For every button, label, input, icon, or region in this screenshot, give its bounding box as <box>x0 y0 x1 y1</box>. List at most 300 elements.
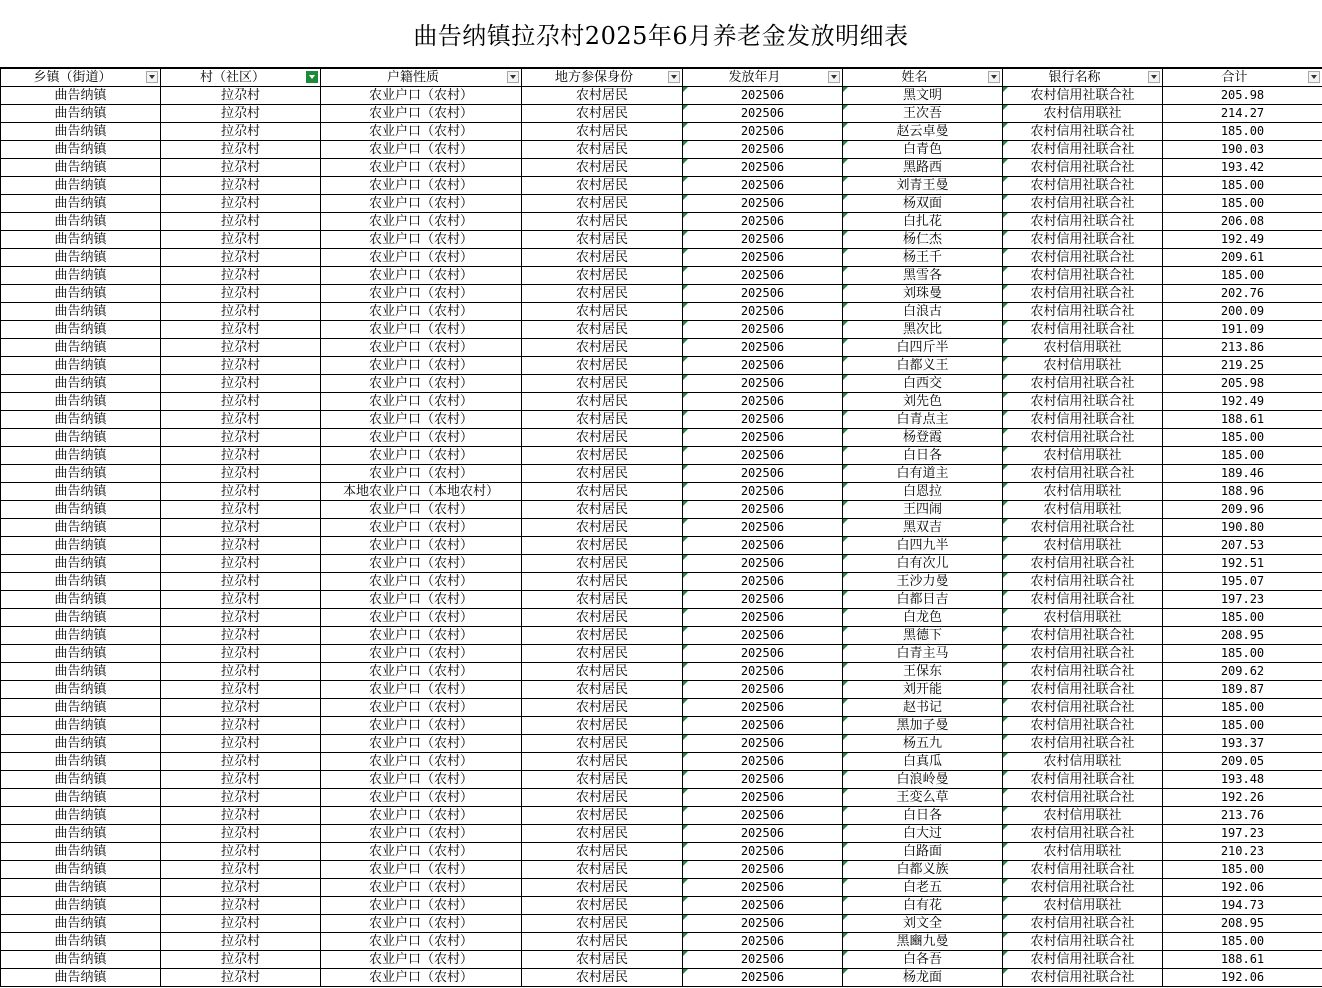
cell-insured-identity[interactable]: 农村居民 <box>522 303 683 321</box>
cell-name[interactable]: 王次吾 <box>843 105 1003 123</box>
cell-name[interactable]: 杨仁杰 <box>843 231 1003 249</box>
cell-insured-identity[interactable]: 农村居民 <box>522 393 683 411</box>
cell-insured-identity[interactable]: 农村居民 <box>522 915 683 933</box>
cell-payment-month[interactable]: 202506 <box>683 771 843 789</box>
cell-village[interactable]: 拉尕村 <box>161 681 321 699</box>
cell-township[interactable]: 曲告纳镇 <box>1 573 161 591</box>
cell-total[interactable]: 209.05 <box>1163 753 1322 771</box>
cell-village[interactable]: 拉尕村 <box>161 501 321 519</box>
cell-bank[interactable]: 农村信用社联合社 <box>1003 645 1163 663</box>
cell-payment-month[interactable]: 202506 <box>683 717 843 735</box>
cell-township[interactable]: 曲告纳镇 <box>1 555 161 573</box>
cell-village[interactable]: 拉尕村 <box>161 591 321 609</box>
cell-bank[interactable]: 农村信用社联合社 <box>1003 735 1163 753</box>
cell-township[interactable]: 曲告纳镇 <box>1 105 161 123</box>
cell-village[interactable]: 拉尕村 <box>161 717 321 735</box>
cell-village[interactable]: 拉尕村 <box>161 303 321 321</box>
cell-village[interactable]: 拉尕村 <box>161 411 321 429</box>
cell-insured-identity[interactable]: 农村居民 <box>522 951 683 969</box>
cell-payment-month[interactable]: 202506 <box>683 177 843 195</box>
cell-total[interactable]: 185.00 <box>1163 717 1322 735</box>
cell-total[interactable]: 189.46 <box>1163 465 1322 483</box>
cell-total[interactable]: 185.00 <box>1163 195 1322 213</box>
cell-total[interactable]: 209.62 <box>1163 663 1322 681</box>
cell-village[interactable]: 拉尕村 <box>161 555 321 573</box>
dropdown-icon[interactable] <box>146 71 158 83</box>
dropdown-icon[interactable] <box>1308 71 1320 83</box>
cell-township[interactable]: 曲告纳镇 <box>1 393 161 411</box>
cell-payment-month[interactable]: 202506 <box>683 303 843 321</box>
cell-village[interactable]: 拉尕村 <box>161 879 321 897</box>
cell-insured-identity[interactable]: 农村居民 <box>522 591 683 609</box>
cell-household-type[interactable]: 农业户口（农村） <box>321 879 522 897</box>
cell-payment-month[interactable]: 202506 <box>683 375 843 393</box>
cell-township[interactable]: 曲告纳镇 <box>1 807 161 825</box>
cell-village[interactable]: 拉尕村 <box>161 573 321 591</box>
cell-village[interactable]: 拉尕村 <box>161 753 321 771</box>
cell-bank[interactable]: 农村信用联社 <box>1003 843 1163 861</box>
cell-township[interactable]: 曲告纳镇 <box>1 915 161 933</box>
cell-name[interactable]: 黑文明 <box>843 87 1003 105</box>
cell-township[interactable]: 曲告纳镇 <box>1 825 161 843</box>
cell-village[interactable]: 拉尕村 <box>161 321 321 339</box>
cell-township[interactable]: 曲告纳镇 <box>1 591 161 609</box>
cell-total[interactable]: 192.49 <box>1163 393 1322 411</box>
cell-total[interactable]: 214.27 <box>1163 105 1322 123</box>
cell-name[interactable]: 白西交 <box>843 375 1003 393</box>
cell-bank[interactable]: 农村信用社联合社 <box>1003 141 1163 159</box>
cell-village[interactable]: 拉尕村 <box>161 951 321 969</box>
cell-township[interactable]: 曲告纳镇 <box>1 663 161 681</box>
cell-household-type[interactable]: 农业户口（农村） <box>321 123 522 141</box>
cell-household-type[interactable]: 农业户口（农村） <box>321 645 522 663</box>
cell-township[interactable]: 曲告纳镇 <box>1 951 161 969</box>
cell-bank[interactable]: 农村信用社联合社 <box>1003 213 1163 231</box>
cell-name[interactable]: 王沙力曼 <box>843 573 1003 591</box>
cell-payment-month[interactable]: 202506 <box>683 969 843 987</box>
cell-bank[interactable]: 农村信用社联合社 <box>1003 195 1163 213</box>
cell-payment-month[interactable]: 202506 <box>683 87 843 105</box>
cell-bank[interactable]: 农村信用联社 <box>1003 753 1163 771</box>
cell-village[interactable]: 拉尕村 <box>161 339 321 357</box>
cell-township[interactable]: 曲告纳镇 <box>1 123 161 141</box>
cell-township[interactable]: 曲告纳镇 <box>1 897 161 915</box>
cell-insured-identity[interactable]: 农村居民 <box>522 177 683 195</box>
cell-township[interactable]: 曲告纳镇 <box>1 213 161 231</box>
cell-payment-month[interactable]: 202506 <box>683 861 843 879</box>
cell-insured-identity[interactable]: 农村居民 <box>522 447 683 465</box>
cell-township[interactable]: 曲告纳镇 <box>1 753 161 771</box>
cell-payment-month[interactable]: 202506 <box>683 249 843 267</box>
cell-village[interactable]: 拉尕村 <box>161 195 321 213</box>
cell-payment-month[interactable]: 202506 <box>683 339 843 357</box>
column-header-village[interactable] <box>161 69 321 87</box>
cell-bank[interactable]: 农村信用社联合社 <box>1003 951 1163 969</box>
cell-name[interactable]: 刘珠曼 <box>843 285 1003 303</box>
cell-household-type[interactable]: 农业户口（农村） <box>321 897 522 915</box>
cell-township[interactable]: 曲告纳镇 <box>1 645 161 663</box>
cell-village[interactable]: 拉尕村 <box>161 267 321 285</box>
cell-bank[interactable]: 农村信用社联合社 <box>1003 879 1163 897</box>
cell-village[interactable]: 拉尕村 <box>161 141 321 159</box>
cell-name[interactable]: 黑豳九曼 <box>843 933 1003 951</box>
cell-bank[interactable]: 农村信用社联合社 <box>1003 717 1163 735</box>
cell-household-type[interactable]: 农业户口（农村） <box>321 195 522 213</box>
cell-name[interactable]: 杨五九 <box>843 735 1003 753</box>
cell-household-type[interactable]: 农业户口（农村） <box>321 861 522 879</box>
cell-township[interactable]: 曲告纳镇 <box>1 879 161 897</box>
cell-payment-month[interactable]: 202506 <box>683 285 843 303</box>
cell-household-type[interactable]: 农业户口（农村） <box>321 969 522 987</box>
cell-township[interactable]: 曲告纳镇 <box>1 771 161 789</box>
cell-village[interactable]: 拉尕村 <box>161 483 321 501</box>
cell-insured-identity[interactable]: 农村居民 <box>522 285 683 303</box>
cell-household-type[interactable]: 农业户口（农村） <box>321 321 522 339</box>
cell-name[interactable]: 白青色 <box>843 141 1003 159</box>
cell-name[interactable]: 白有道主 <box>843 465 1003 483</box>
cell-bank[interactable]: 农村信用社联合社 <box>1003 825 1163 843</box>
cell-household-type[interactable]: 农业户口（农村） <box>321 465 522 483</box>
cell-payment-month[interactable]: 202506 <box>683 663 843 681</box>
cell-insured-identity[interactable]: 农村居民 <box>522 123 683 141</box>
cell-township[interactable]: 曲告纳镇 <box>1 699 161 717</box>
cell-township[interactable]: 曲告纳镇 <box>1 231 161 249</box>
cell-total[interactable]: 213.86 <box>1163 339 1322 357</box>
cell-insured-identity[interactable]: 农村居民 <box>522 321 683 339</box>
cell-township[interactable]: 曲告纳镇 <box>1 789 161 807</box>
cell-name[interactable]: 白老五 <box>843 879 1003 897</box>
cell-name[interactable]: 白青点主 <box>843 411 1003 429</box>
cell-household-type[interactable]: 农业户口（农村） <box>321 537 522 555</box>
cell-payment-month[interactable]: 202506 <box>683 789 843 807</box>
cell-insured-identity[interactable]: 农村居民 <box>522 843 683 861</box>
cell-township[interactable]: 曲告纳镇 <box>1 735 161 753</box>
cell-total[interactable]: 209.96 <box>1163 501 1322 519</box>
cell-total[interactable]: 192.51 <box>1163 555 1322 573</box>
cell-insured-identity[interactable]: 农村居民 <box>522 753 683 771</box>
cell-name[interactable]: 赵云卓曼 <box>843 123 1003 141</box>
cell-township[interactable]: 曲告纳镇 <box>1 933 161 951</box>
cell-total[interactable]: 206.08 <box>1163 213 1322 231</box>
cell-bank[interactable]: 农村信用社联合社 <box>1003 303 1163 321</box>
column-header-township[interactable] <box>1 69 161 87</box>
cell-household-type[interactable]: 农业户口（农村） <box>321 573 522 591</box>
cell-total[interactable]: 185.00 <box>1163 177 1322 195</box>
cell-township[interactable]: 曲告纳镇 <box>1 411 161 429</box>
cell-bank[interactable]: 农村信用社联合社 <box>1003 699 1163 717</box>
column-header-name[interactable] <box>843 69 1003 87</box>
cell-bank[interactable]: 农村信用社联合社 <box>1003 663 1163 681</box>
cell-bank[interactable]: 农村信用社联合社 <box>1003 915 1163 933</box>
cell-township[interactable]: 曲告纳镇 <box>1 447 161 465</box>
cell-payment-month[interactable]: 202506 <box>683 357 843 375</box>
cell-village[interactable]: 拉尕村 <box>161 231 321 249</box>
cell-village[interactable]: 拉尕村 <box>161 105 321 123</box>
cell-township[interactable]: 曲告纳镇 <box>1 141 161 159</box>
cell-household-type[interactable]: 本地农业户口（本地农村） <box>321 483 522 501</box>
cell-household-type[interactable]: 农业户口（农村） <box>321 843 522 861</box>
cell-bank[interactable]: 农村信用联社 <box>1003 483 1163 501</box>
cell-total[interactable]: 202.76 <box>1163 285 1322 303</box>
dropdown-icon[interactable] <box>828 71 840 83</box>
cell-payment-month[interactable]: 202506 <box>683 735 843 753</box>
cell-payment-month[interactable]: 202506 <box>683 699 843 717</box>
cell-township[interactable]: 曲告纳镇 <box>1 861 161 879</box>
cell-township[interactable]: 曲告纳镇 <box>1 609 161 627</box>
cell-total[interactable]: 188.61 <box>1163 411 1322 429</box>
cell-household-type[interactable]: 农业户口（农村） <box>321 699 522 717</box>
cell-bank[interactable]: 农村信用联社 <box>1003 357 1163 375</box>
cell-payment-month[interactable]: 202506 <box>683 807 843 825</box>
cell-total[interactable]: 185.00 <box>1163 933 1322 951</box>
cell-bank[interactable]: 农村信用联社 <box>1003 897 1163 915</box>
cell-household-type[interactable]: 农业户口（农村） <box>321 87 522 105</box>
cell-township[interactable]: 曲告纳镇 <box>1 159 161 177</box>
cell-bank[interactable]: 农村信用社联合社 <box>1003 861 1163 879</box>
cell-bank[interactable]: 农村信用联社 <box>1003 447 1163 465</box>
cell-bank[interactable]: 农村信用社联合社 <box>1003 681 1163 699</box>
cell-name[interactable]: 白四斤半 <box>843 339 1003 357</box>
column-header-total[interactable] <box>1163 69 1322 87</box>
cell-household-type[interactable]: 农业户口（农村） <box>321 771 522 789</box>
cell-bank[interactable]: 农村信用社联合社 <box>1003 321 1163 339</box>
cell-household-type[interactable]: 农业户口（农村） <box>321 285 522 303</box>
cell-household-type[interactable]: 农业户口（农村） <box>321 519 522 537</box>
cell-payment-month[interactable]: 202506 <box>683 825 843 843</box>
cell-village[interactable]: 拉尕村 <box>161 519 321 537</box>
cell-household-type[interactable]: 农业户口（农村） <box>321 915 522 933</box>
cell-name[interactable]: 白恩拉 <box>843 483 1003 501</box>
cell-household-type[interactable]: 农业户口（农村） <box>321 501 522 519</box>
cell-village[interactable]: 拉尕村 <box>161 609 321 627</box>
cell-name[interactable]: 白路面 <box>843 843 1003 861</box>
cell-township[interactable]: 曲告纳镇 <box>1 501 161 519</box>
cell-bank[interactable]: 农村信用联社 <box>1003 105 1163 123</box>
column-header-insured-identity[interactable] <box>522 69 683 87</box>
cell-household-type[interactable]: 农业户口（农村） <box>321 951 522 969</box>
cell-payment-month[interactable]: 202506 <box>683 915 843 933</box>
cell-bank[interactable]: 农村信用社联合社 <box>1003 555 1163 573</box>
cell-total[interactable]: 185.00 <box>1163 645 1322 663</box>
cell-insured-identity[interactable]: 农村居民 <box>522 357 683 375</box>
cell-insured-identity[interactable]: 农村居民 <box>522 375 683 393</box>
cell-name[interactable]: 白四九半 <box>843 537 1003 555</box>
cell-bank[interactable]: 农村信用社联合社 <box>1003 375 1163 393</box>
cell-bank[interactable]: 农村信用社联合社 <box>1003 249 1163 267</box>
cell-insured-identity[interactable]: 农村居民 <box>522 825 683 843</box>
cell-insured-identity[interactable]: 农村居民 <box>522 267 683 285</box>
cell-bank[interactable]: 农村信用联社 <box>1003 501 1163 519</box>
cell-bank[interactable]: 农村信用社联合社 <box>1003 87 1163 105</box>
cell-total[interactable]: 213.76 <box>1163 807 1322 825</box>
cell-total[interactable]: 192.06 <box>1163 879 1322 897</box>
cell-township[interactable]: 曲告纳镇 <box>1 537 161 555</box>
cell-total[interactable]: 185.00 <box>1163 609 1322 627</box>
cell-name[interactable]: 杨龙面 <box>843 969 1003 987</box>
cell-insured-identity[interactable]: 农村居民 <box>522 573 683 591</box>
cell-name[interactable]: 白日各 <box>843 447 1003 465</box>
cell-village[interactable]: 拉尕村 <box>161 861 321 879</box>
cell-payment-month[interactable]: 202506 <box>683 627 843 645</box>
cell-insured-identity[interactable]: 农村居民 <box>522 717 683 735</box>
cell-name[interactable]: 白都义王 <box>843 357 1003 375</box>
cell-payment-month[interactable]: 202506 <box>683 591 843 609</box>
cell-household-type[interactable]: 农业户口（农村） <box>321 231 522 249</box>
cell-village[interactable]: 拉尕村 <box>161 915 321 933</box>
cell-total[interactable]: 208.95 <box>1163 915 1322 933</box>
cell-payment-month[interactable]: 202506 <box>683 159 843 177</box>
column-header-payment-month[interactable] <box>683 69 843 87</box>
cell-household-type[interactable]: 农业户口（农村） <box>321 375 522 393</box>
cell-bank[interactable]: 农村信用联社 <box>1003 609 1163 627</box>
cell-village[interactable]: 拉尕村 <box>161 123 321 141</box>
cell-insured-identity[interactable]: 农村居民 <box>522 231 683 249</box>
cell-village[interactable]: 拉尕村 <box>161 789 321 807</box>
cell-name[interactable]: 白各吾 <box>843 951 1003 969</box>
cell-village[interactable]: 拉尕村 <box>161 249 321 267</box>
dropdown-icon[interactable] <box>1148 71 1160 83</box>
title-cell[interactable] <box>0 0 1322 68</box>
cell-bank[interactable]: 农村信用社联合社 <box>1003 789 1163 807</box>
cell-name[interactable]: 白扎花 <box>843 213 1003 231</box>
cell-township[interactable]: 曲告纳镇 <box>1 429 161 447</box>
cell-payment-month[interactable]: 202506 <box>683 429 843 447</box>
cell-bank[interactable]: 农村信用社联合社 <box>1003 267 1163 285</box>
cell-payment-month[interactable]: 202506 <box>683 141 843 159</box>
cell-township[interactable]: 曲告纳镇 <box>1 321 161 339</box>
cell-name[interactable]: 刘文全 <box>843 915 1003 933</box>
cell-payment-month[interactable]: 202506 <box>683 393 843 411</box>
dropdown-icon[interactable] <box>988 71 1000 83</box>
cell-payment-month[interactable]: 202506 <box>683 267 843 285</box>
cell-payment-month[interactable]: 202506 <box>683 105 843 123</box>
cell-insured-identity[interactable]: 农村居民 <box>522 195 683 213</box>
cell-name[interactable]: 白浪古 <box>843 303 1003 321</box>
cell-township[interactable]: 曲告纳镇 <box>1 195 161 213</box>
cell-insured-identity[interactable]: 农村居民 <box>522 969 683 987</box>
cell-household-type[interactable]: 农业户口（农村） <box>321 753 522 771</box>
cell-household-type[interactable]: 农业户口（农村） <box>321 933 522 951</box>
cell-insured-identity[interactable]: 农村居民 <box>522 681 683 699</box>
cell-total[interactable]: 200.09 <box>1163 303 1322 321</box>
cell-township[interactable]: 曲告纳镇 <box>1 717 161 735</box>
cell-household-type[interactable]: 农业户口（农村） <box>321 411 522 429</box>
cell-village[interactable]: 拉尕村 <box>161 393 321 411</box>
cell-township[interactable]: 曲告纳镇 <box>1 177 161 195</box>
cell-bank[interactable]: 农村信用社联合社 <box>1003 411 1163 429</box>
cell-name[interactable]: 白浪岭曼 <box>843 771 1003 789</box>
cell-household-type[interactable]: 农业户口（农村） <box>321 303 522 321</box>
cell-village[interactable]: 拉尕村 <box>161 537 321 555</box>
cell-insured-identity[interactable]: 农村居民 <box>522 861 683 879</box>
cell-insured-identity[interactable]: 农村居民 <box>522 897 683 915</box>
cell-name[interactable]: 白大过 <box>843 825 1003 843</box>
cell-insured-identity[interactable]: 农村居民 <box>522 537 683 555</box>
cell-village[interactable]: 拉尕村 <box>161 969 321 987</box>
cell-township[interactable]: 曲告纳镇 <box>1 843 161 861</box>
cell-total[interactable]: 185.00 <box>1163 861 1322 879</box>
cell-name[interactable]: 杨双面 <box>843 195 1003 213</box>
cell-insured-identity[interactable]: 农村居民 <box>522 933 683 951</box>
dropdown-icon[interactable] <box>668 71 680 83</box>
cell-total[interactable]: 193.42 <box>1163 159 1322 177</box>
cell-payment-month[interactable]: 202506 <box>683 879 843 897</box>
cell-household-type[interactable]: 农业户口（农村） <box>321 105 522 123</box>
cell-total[interactable]: 193.48 <box>1163 771 1322 789</box>
cell-insured-identity[interactable]: 农村居民 <box>522 555 683 573</box>
cell-village[interactable]: 拉尕村 <box>161 159 321 177</box>
cell-household-type[interactable]: 农业户口（农村） <box>321 825 522 843</box>
cell-total[interactable]: 195.07 <box>1163 573 1322 591</box>
cell-total[interactable]: 208.95 <box>1163 627 1322 645</box>
cell-name[interactable]: 赵书记 <box>843 699 1003 717</box>
cell-bank[interactable]: 农村信用社联合社 <box>1003 285 1163 303</box>
cell-payment-month[interactable]: 202506 <box>683 573 843 591</box>
cell-name[interactable]: 白有花 <box>843 897 1003 915</box>
cell-township[interactable]: 曲告纳镇 <box>1 375 161 393</box>
cell-insured-identity[interactable]: 农村居民 <box>522 429 683 447</box>
cell-total[interactable]: 193.37 <box>1163 735 1322 753</box>
cell-payment-month[interactable]: 202506 <box>683 213 843 231</box>
cell-insured-identity[interactable]: 农村居民 <box>522 609 683 627</box>
cell-total[interactable]: 189.87 <box>1163 681 1322 699</box>
cell-name[interactable]: 王四闹 <box>843 501 1003 519</box>
cell-bank[interactable]: 农村信用联社 <box>1003 339 1163 357</box>
cell-total[interactable]: 190.03 <box>1163 141 1322 159</box>
cell-village[interactable]: 拉尕村 <box>161 699 321 717</box>
cell-payment-month[interactable]: 202506 <box>683 951 843 969</box>
cell-payment-month[interactable]: 202506 <box>683 519 843 537</box>
cell-total[interactable]: 188.96 <box>1163 483 1322 501</box>
cell-payment-month[interactable]: 202506 <box>683 753 843 771</box>
cell-household-type[interactable]: 农业户口（农村） <box>321 357 522 375</box>
cell-insured-identity[interactable]: 农村居民 <box>522 627 683 645</box>
cell-name[interactable]: 白青主马 <box>843 645 1003 663</box>
cell-village[interactable]: 拉尕村 <box>161 807 321 825</box>
cell-bank[interactable]: 农村信用社联合社 <box>1003 465 1163 483</box>
cell-township[interactable]: 曲告纳镇 <box>1 87 161 105</box>
cell-household-type[interactable]: 农业户口（农村） <box>321 447 522 465</box>
cell-payment-month[interactable]: 202506 <box>683 483 843 501</box>
cell-insured-identity[interactable]: 农村居民 <box>522 645 683 663</box>
cell-township[interactable]: 曲告纳镇 <box>1 267 161 285</box>
dropdown-icon[interactable] <box>507 71 519 83</box>
cell-household-type[interactable]: 农业户口（农村） <box>321 627 522 645</box>
cell-household-type[interactable]: 农业户口（农村） <box>321 663 522 681</box>
cell-insured-identity[interactable]: 农村居民 <box>522 879 683 897</box>
cell-township[interactable]: 曲告纳镇 <box>1 285 161 303</box>
cell-total[interactable]: 197.23 <box>1163 591 1322 609</box>
cell-total[interactable]: 192.06 <box>1163 969 1322 987</box>
cell-household-type[interactable]: 农业户口（农村） <box>321 213 522 231</box>
cell-township[interactable]: 曲告纳镇 <box>1 483 161 501</box>
cell-township[interactable]: 曲告纳镇 <box>1 519 161 537</box>
cell-payment-month[interactable]: 202506 <box>683 231 843 249</box>
cell-total[interactable]: 209.61 <box>1163 249 1322 267</box>
cell-bank[interactable]: 农村信用联社 <box>1003 807 1163 825</box>
cell-household-type[interactable]: 农业户口（农村） <box>321 267 522 285</box>
cell-insured-identity[interactable]: 农村居民 <box>522 735 683 753</box>
cell-village[interactable]: 拉尕村 <box>161 213 321 231</box>
cell-name[interactable]: 黑双吉 <box>843 519 1003 537</box>
cell-household-type[interactable]: 农业户口（农村） <box>321 609 522 627</box>
cell-household-type[interactable]: 农业户口（农村） <box>321 681 522 699</box>
cell-village[interactable]: 拉尕村 <box>161 825 321 843</box>
cell-household-type[interactable]: 农业户口（农村） <box>321 393 522 411</box>
cell-village[interactable]: 拉尕村 <box>161 843 321 861</box>
cell-total[interactable]: 219.25 <box>1163 357 1322 375</box>
cell-household-type[interactable]: 农业户口（农村） <box>321 807 522 825</box>
